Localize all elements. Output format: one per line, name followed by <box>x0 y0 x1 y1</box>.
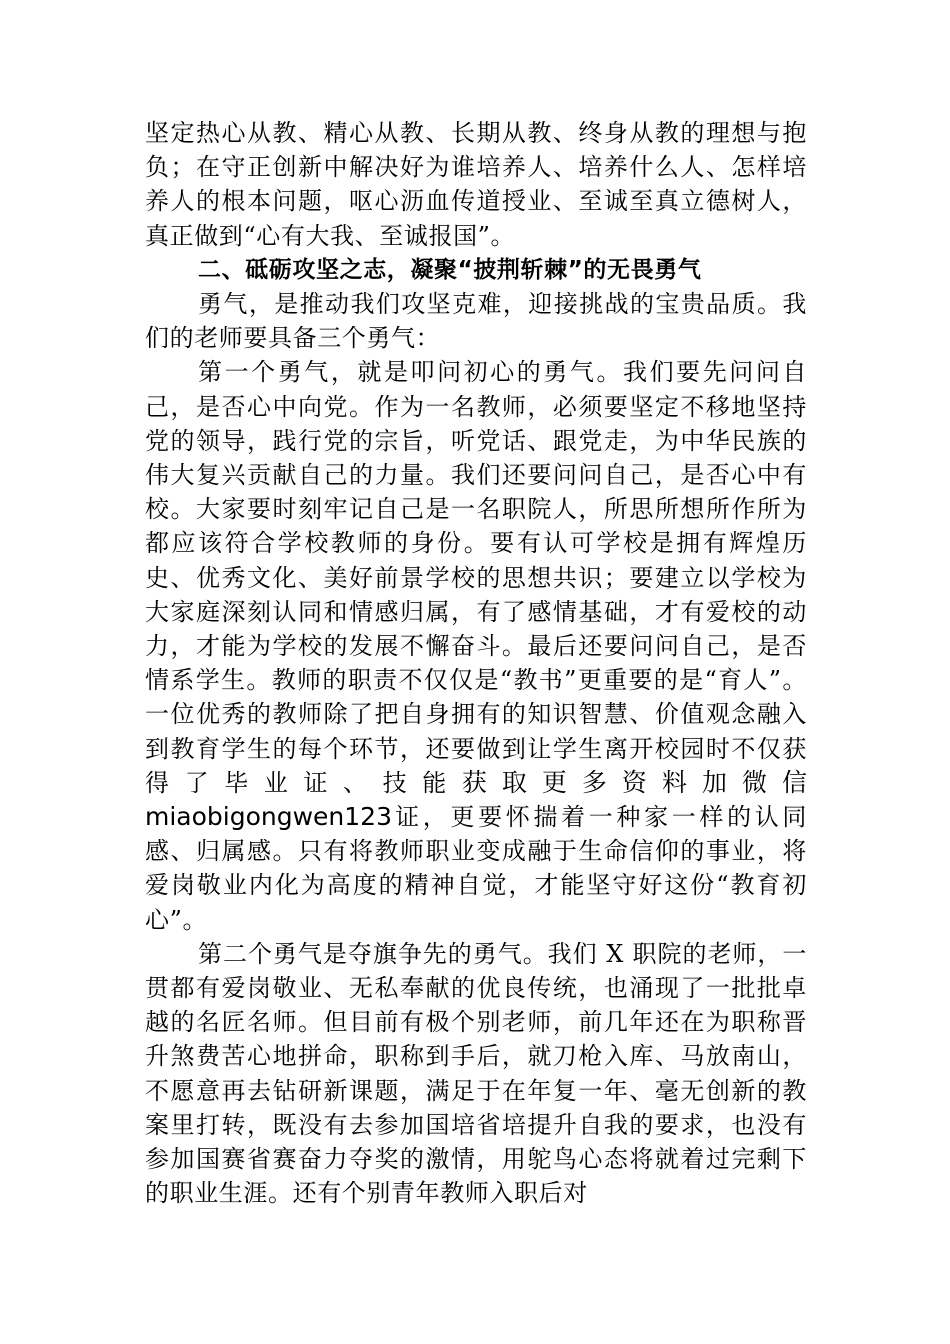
paragraph-3 <box>145 355 807 936</box>
paragraph-2: 勇气，是推动我们攻坚克难，迎接挑战的宝贵品质。我们的老师要具备三个勇气： <box>145 290 807 353</box>
promo-text: 获取更多资料加微信 miaobigongwen123 <box>145 767 807 832</box>
paragraph-3-text-end: 证，更要怀揣着一种家一样的认同感、归属感。只有将教师职业变成融于生命信仰的事业，将爱岗敬业内化为高度的精神自觉，才能坚守好这份“教育初心”。 <box>145 803 807 934</box>
document-page <box>145 116 807 1211</box>
paragraph-3-text-start: 第一个勇气，就是叩问初心的勇气。我们要先问问自己，是否心中向党。作为一名教师，必须要坚定不移地坚持党的领导，践行党的宗旨，听党话、跟党走，为中华民族的伟大复兴贡献自己的力量。我们还要问问自己，是否心中有校。大家要时刻牢记自己是一名职院人，所思所想所作所为都应该符合学校教师的身份。要有认可学校是拥有辉煌历史、优秀文化、美好前景学校的思想共识；要建立以学校为大家庭深刻认同和情感归属，有了感情基础，才有爱校的动力，才能为学校的发展不懈奋斗。最后还要问问自己，是否情系学生。教师的职责不仅仅是“教书”更重要的是“育人”。一位优秀的教师除了把自身拥有的知识智慧、价值观念融入到教育学生的每个环节，还要做到让学生离开校园时不仅获得了毕业证、技能 <box>145 358 807 797</box>
paragraph-1: 坚定热心从教、精心从教、长期从教、终身从教的理想与抱负；在守正创新中解决好为谁培养人、培养什么人、怎样培养人的根本问题，呕心沥血传道授业、至诚至真立德树人，真正做到“心有大我、至诚报国”。 <box>145 119 807 250</box>
section-heading-2: 二、砥砺攻坚之志，凝聚“披荆斩棘”的无畏勇气 <box>198 256 702 283</box>
paragraph-4: 第二个勇气是夺旗争先的勇气。我们 X 职院的老师，一贯都有爱岗敬业、无私奉献的优良传统，也涌现了一批批卓越的名匠名师。但目前有极个别老师，前几年还在为职称晋升煞费苦心地拼命，职称到手后，就刀枪入库、马放南山，不愿意再去钻研新课题，满足于在年复一年、毫无创新的教案里打转，既没有去参加国培省培提升自我的要求，也没有参加国赛省赛奋力夺奖的激情，用鸵鸟心态将就着过完剩下的职业生涯。还有个别青年教师入职后对 <box>145 939 807 1208</box>
